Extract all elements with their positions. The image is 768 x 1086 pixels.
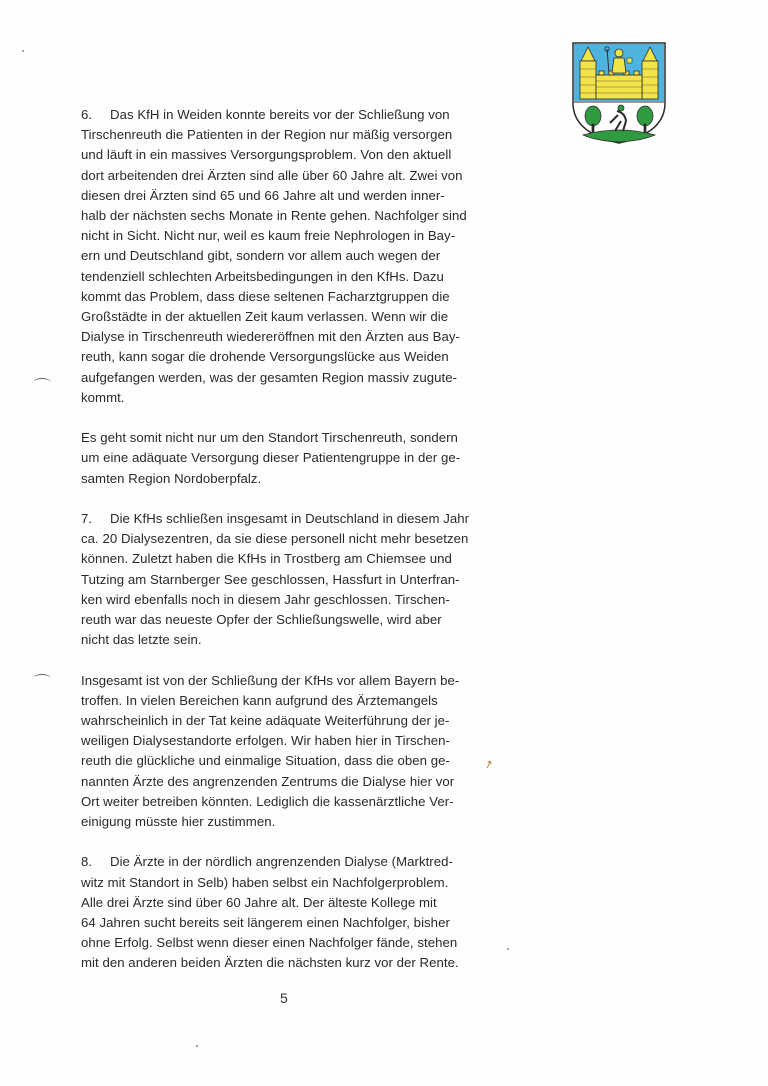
text-line <box>81 327 491 347</box>
text-line <box>81 873 491 893</box>
text-line <box>81 125 491 145</box>
scan-speck <box>22 50 24 52</box>
text-line <box>81 368 491 388</box>
text-line <box>81 287 491 307</box>
line-text: mit den anderen beiden Ärzten die nächsten kurz vor der Rente. <box>81 955 459 971</box>
text-line <box>81 610 491 630</box>
text-line <box>81 812 491 832</box>
paragraph-number: 8. <box>81 854 93 870</box>
crest-castle <box>580 47 658 99</box>
line-text: ca. 20 Dialysezentren, da sie diese personell nicht mehr besetzen <box>81 531 469 547</box>
text-line <box>81 570 491 590</box>
paragraph-number: 6. <box>81 107 93 122</box>
line-text: können. Zuletzt haben die KfHs in Trostberg am Chiemsee und <box>81 551 452 567</box>
text-line <box>81 691 491 711</box>
line-text: tendenziell schlechten Arbeitsbedingungen in den KfHs. Dazu <box>81 268 444 284</box>
text-line <box>81 933 491 953</box>
text-line <box>81 893 491 913</box>
numbered-paragraph <box>81 509 491 650</box>
text-line <box>81 206 491 226</box>
line-text: Insgesamt ist von der Schließung der KfHs vor allem Bayern be- <box>81 672 460 688</box>
line-text: kommt. <box>81 389 125 405</box>
line-text: halb der nächsten sechs Monate in Rente gehen. Nachfolger sind <box>81 208 467 224</box>
line-text: und läuft in ein massives Versorgungsproblem. Von den aktuell <box>81 147 452 163</box>
line-text: ken wird ebenfalls noch in diesem Jahr geschlossen. Tirschen- <box>81 591 450 607</box>
line-text: Die Ärzte in der nördlich angrenzenden Dialyse (Marktred- <box>110 854 453 870</box>
coat-of-arms-icon <box>571 41 667 145</box>
text-line <box>81 428 491 448</box>
line-text: Es geht somit nicht nur um den Standort Tirschenreuth, sondern <box>81 430 458 446</box>
line-text: kommt das Problem, dass diese seltenen Facharztgruppen die <box>81 288 450 304</box>
text-line <box>81 166 491 186</box>
text-line <box>81 448 491 468</box>
line-text: witz mit Standort in Selb) haben selbst ein Nachfolgerproblem. <box>81 874 449 890</box>
pen-mark-icon: ↗ <box>482 757 496 773</box>
line-text: um eine adäquate Versorgung dieser Patientengruppe in der ge- <box>81 450 461 466</box>
text-line <box>81 671 491 691</box>
text-line <box>81 913 491 933</box>
line-text: reuth die glückliche und einmalige Situation, dass die oben ge- <box>81 753 450 769</box>
text-line <box>81 226 491 246</box>
binder-hole-mark <box>33 674 51 683</box>
text-line <box>81 590 491 610</box>
line-text: ohne Erfolg. Selbst wenn dieser einen Nachfolger fände, stehen <box>81 935 458 951</box>
page-number: 5 <box>280 990 288 1006</box>
text-line <box>81 509 491 529</box>
text-line <box>81 630 491 650</box>
numbered-paragraph <box>81 105 491 408</box>
text-line <box>81 267 491 287</box>
line-text: reuth war das neueste Opfer der Schließungswelle, wird aber <box>81 612 442 628</box>
text-line <box>81 852 491 872</box>
paragraph <box>81 671 491 833</box>
text-line <box>81 529 491 549</box>
text-line <box>81 751 491 771</box>
line-text: 64 Jahren sucht bereits seit längerem einen Nachfolger, bisher <box>81 915 450 931</box>
text-line <box>81 731 491 751</box>
text-line <box>81 772 491 792</box>
text-line <box>81 246 491 266</box>
line-text: nannten Ärzte des angrenzenden Zentrums die Dialyse hier vor <box>81 773 455 789</box>
line-text: Dialyse in Tirschenreuth wiedereröffnen mit den Ärzten aus Bay- <box>81 329 460 345</box>
line-text: samten Region Nordoberpfalz. <box>81 470 262 486</box>
text-line <box>81 953 491 973</box>
paragraph-number: 7. <box>81 511 93 527</box>
line-text: Das KfH in Weiden konnte bereits vor der Schließung von <box>110 107 450 122</box>
line-text: wahrscheinlich in der Tat keine adäquate Weiterführung der je- <box>81 713 450 729</box>
scan-speck <box>196 1045 198 1047</box>
line-text: nicht das letzte sein. <box>81 632 202 648</box>
line-text: Großstädte in der aktuellen Zeit kaum verlassen. Wenn wir die <box>81 309 449 325</box>
binder-hole-mark <box>33 378 51 387</box>
paragraph <box>81 428 491 489</box>
text-line <box>81 105 491 125</box>
line-text: troffen. In vielen Bereichen kann aufgrund des Ärztemangels <box>81 692 438 708</box>
text-line <box>81 711 491 731</box>
text-line <box>81 792 491 812</box>
text-line <box>81 307 491 327</box>
line-text: Alle drei Ärzte sind über 60 Jahre alt. Der älteste Kollege mit <box>81 894 437 910</box>
text-line <box>81 186 491 206</box>
line-text: reuth, kann sogar die drohende Versorgungslücke aus Weiden <box>81 349 449 365</box>
line-text: ern und Deutschland gibt, sondern vor allem auch wegen der <box>81 248 441 264</box>
line-text: diesen drei Ärzten sind 65 und 66 Jahre alt und werden inner- <box>81 187 445 203</box>
text-line <box>81 145 491 165</box>
line-text: Tirschenreuth die Patienten in der Region nur mäßig versorgen <box>81 127 453 143</box>
line-text: Ort weiter betreiben könnten. Lediglich die kassenärztliche Ver- <box>81 793 454 809</box>
text-line <box>81 388 491 408</box>
line-text: nicht in Sicht. Nicht nur, weil es kaum freie Nephrologen in Bay- <box>81 228 456 244</box>
line-text: einigung müsste hier zustimmen. <box>81 814 276 830</box>
line-text: aufgefangen werden, was der gesamten Region massiv zugute- <box>81 369 458 385</box>
text-line <box>81 549 491 569</box>
line-text: dort arbeitenden drei Ärzten sind alle über 60 Jahre alt. Zwei von <box>81 167 463 183</box>
text-line <box>81 347 491 367</box>
line-text: Die KfHs schließen insgesamt in Deutschland in diesem Jahr <box>110 511 470 527</box>
line-text: Tutzing am Starnberger See geschlossen, Hassfurt in Unterfran- <box>81 571 460 587</box>
document-body <box>81 105 491 994</box>
line-text: weiligen Dialysestandorte erfolgen. Wir haben hier in Tirschen- <box>81 733 450 749</box>
text-line <box>81 469 491 489</box>
scan-speck <box>507 948 509 950</box>
numbered-paragraph <box>81 852 491 973</box>
